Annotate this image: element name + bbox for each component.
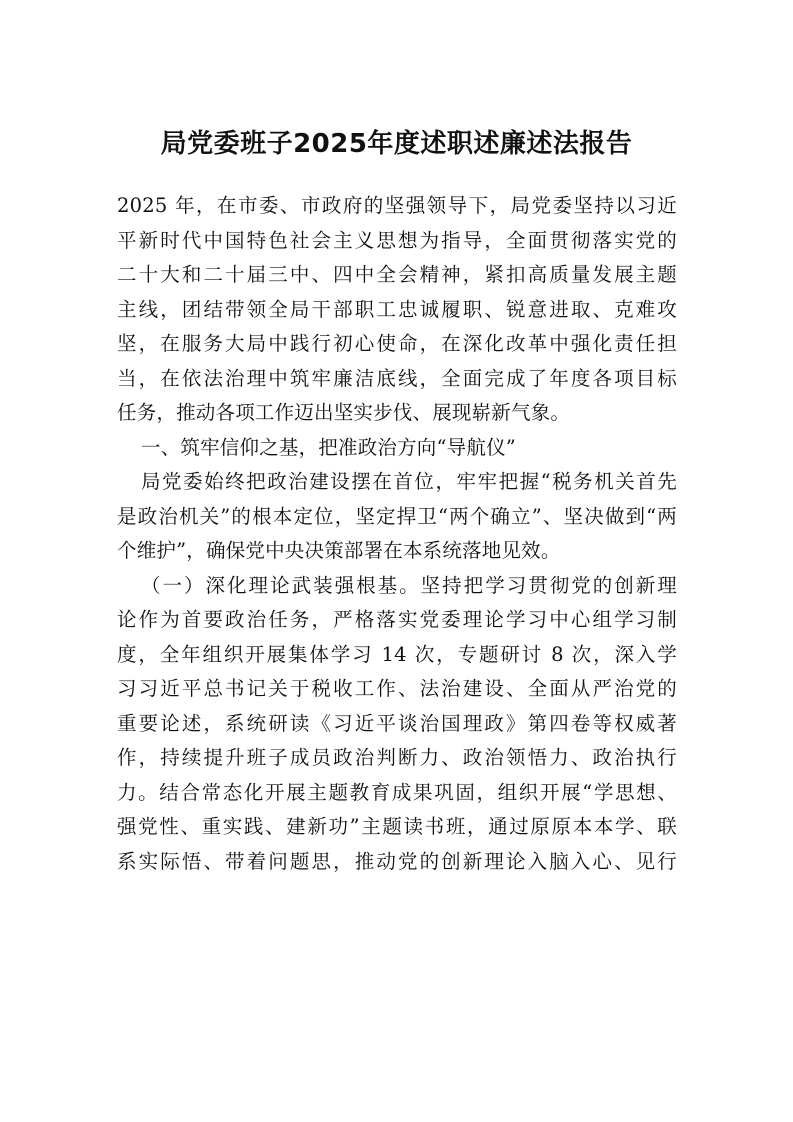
text-line: 是政治机关”的根本定位，坚定捍卫“两个确立”、坚决做到“两 (117, 504, 677, 528)
text-line: 重要论述，系统研读《习近平谈治国理政》第四卷等权威著 (117, 711, 677, 735)
document-body (117, 189, 677, 879)
text-line: 主线，团结带领全局干部职工忠诚履职、锐意进取、克难攻 (117, 297, 677, 321)
section-heading-1 (117, 431, 677, 466)
text-line: （一）深化理论武装强根基。坚持把学习贯彻党的创新理 (141, 573, 677, 597)
text-line: 度，全年组织开展集体学习 14 次，专题研讨 8 次，深入学 (117, 642, 677, 666)
text-line: 一、筑牢信仰之基，把准政治方向“导航仪” (141, 435, 516, 459)
text-line: 二十大和二十届三中、四中全会精神，紧扣高质量发展主题 (117, 263, 677, 286)
text-line: 当，在依法治理中筑牢廉洁底线，全面完成了年度各项目标 (117, 366, 677, 390)
text-line: 力。结合常态化开展主题教育成果巩固，组织开展“学思想、 (117, 780, 677, 804)
text-line: 局党委始终把政治建设摆在首位，牢牢把握“税务机关首先 (141, 470, 677, 493)
paragraph-intro (117, 189, 677, 431)
text-line: 个维护”，确保党中央决策部署在本系统落地见效。 (117, 539, 561, 562)
text-line: 强党性、重实践、建新功”主题读书班，通过原原本本学、联 (117, 815, 677, 838)
text-line: 任务，推动各项工作迈出坚实步伐、展现崭新气象。 (117, 401, 571, 424)
text-line: 系实际悟、带着问题思，推动党的创新理论入脑入心、见行 (117, 849, 677, 873)
text-line: 平新时代中国特色社会主义思想为指导，全面贯彻落实党的 (117, 228, 677, 252)
text-line: 坚，在服务大局中践行初心使命，在深化改革中强化责任担 (117, 332, 677, 355)
paragraph-section-1-1 (117, 569, 677, 880)
text-line: 论作为首要政治任务，严格落实党委理论学习中心组学习制 (117, 608, 677, 631)
text-line: 作，持续提升班子成员政治判断力、政治领悟力、政治执行 (117, 746, 677, 769)
text-line: 2025 年，在市委、市政府的坚强领导下，局党委坚持以习近 (117, 194, 677, 217)
text-line: 习习近平总书记关于税收工作、法治建设、全面从严治党的 (117, 677, 677, 700)
paragraph-section-1-intro (117, 465, 677, 569)
document-title: 局党委班子2025年度述职述廉述法报告 (160, 129, 633, 159)
